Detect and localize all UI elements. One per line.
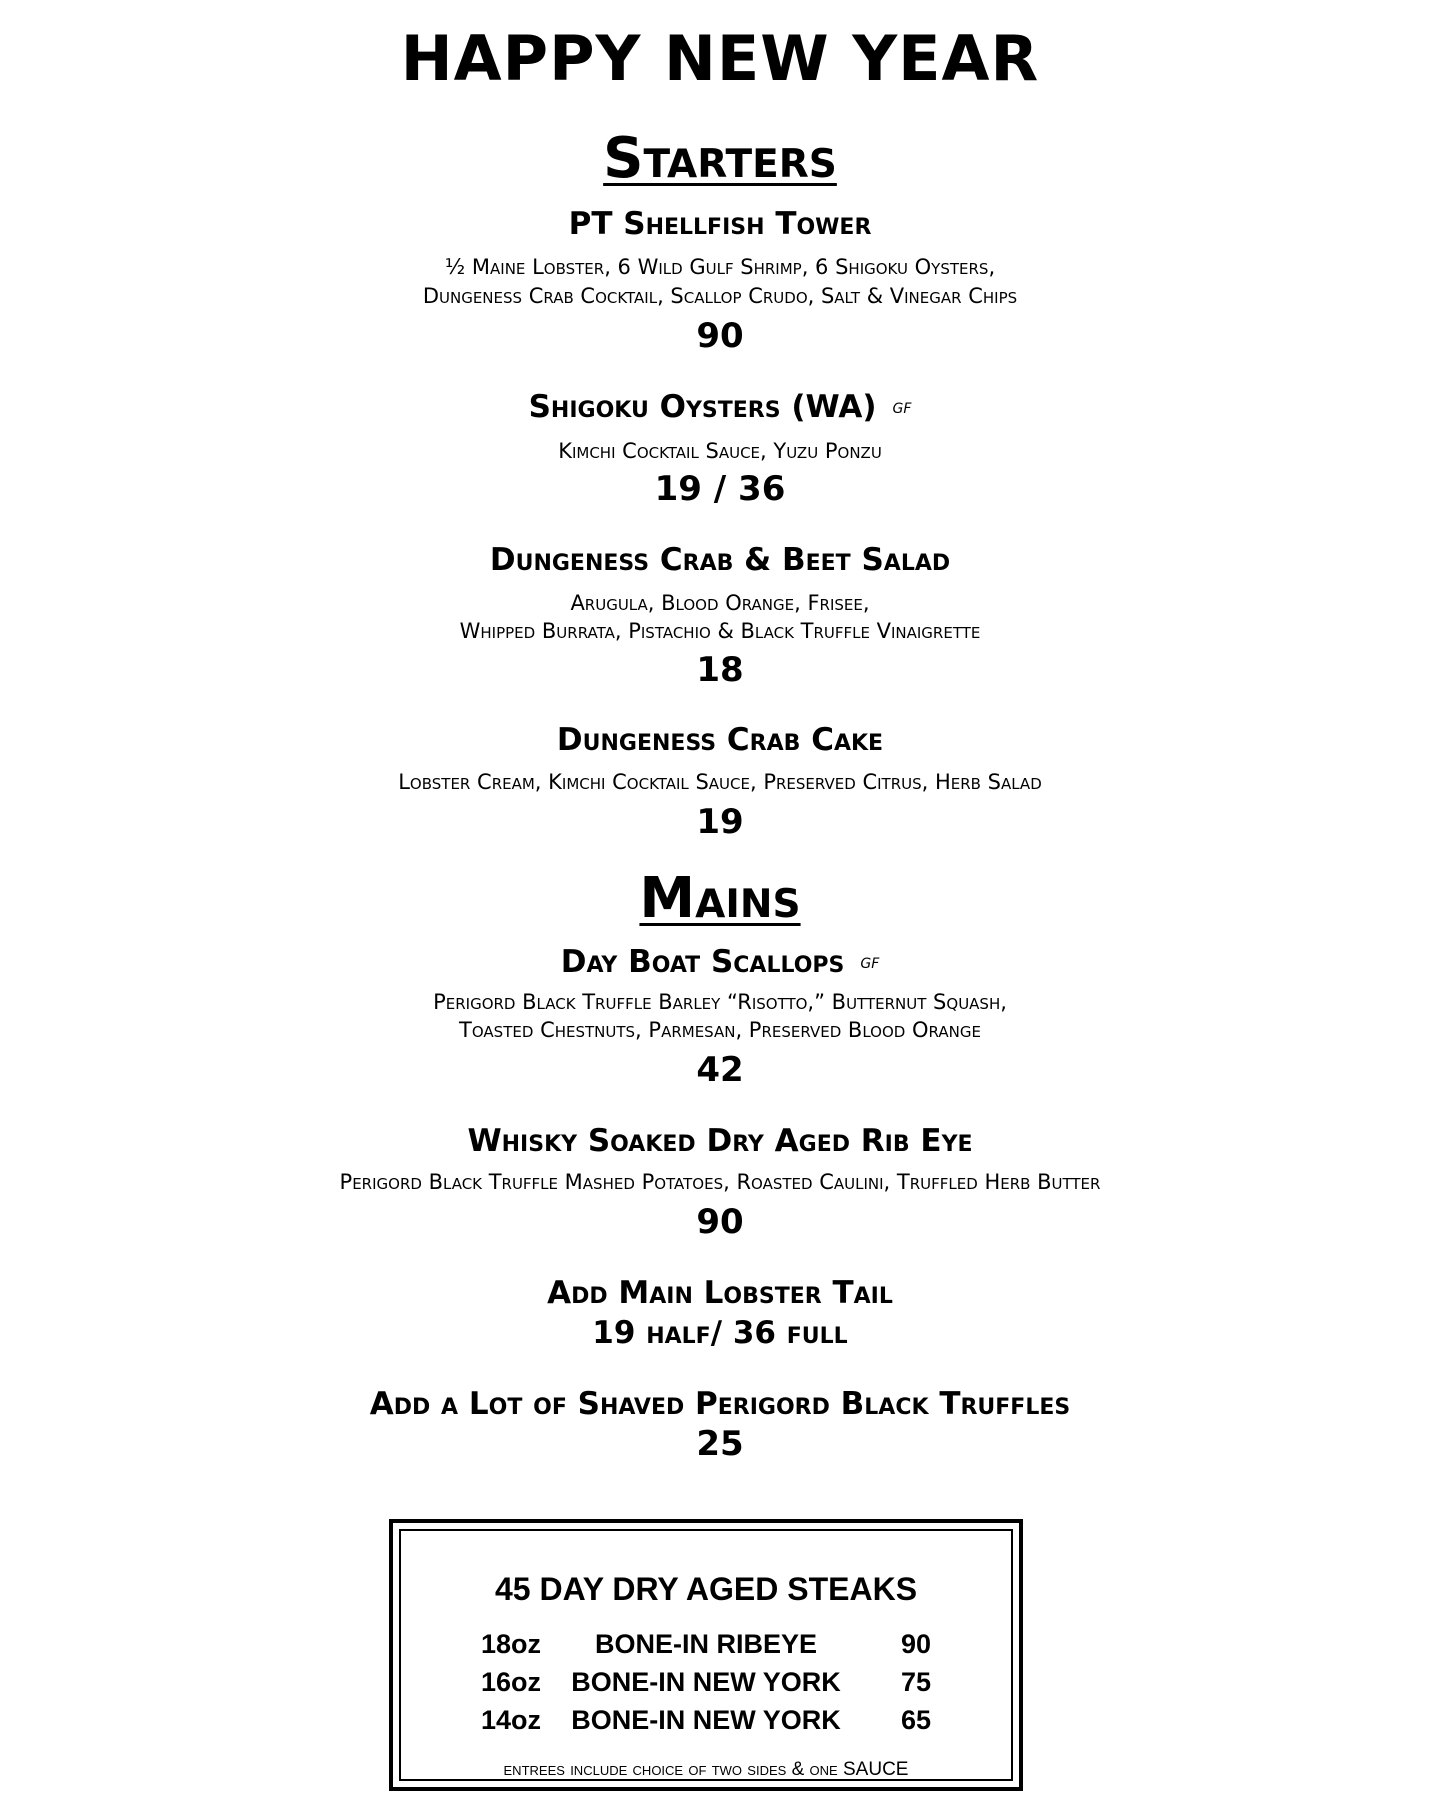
dish-price: 90 bbox=[696, 1202, 744, 1242]
steak-weight: 14oz bbox=[481, 1705, 542, 1735]
steak-weight: 18oz bbox=[481, 1629, 542, 1659]
steaks-note: entrees include choice of two sides & one SAUCE bbox=[503, 1759, 909, 1780]
page-title: HAPPY NEW YEAR bbox=[400, 22, 1040, 95]
dish-description: Whipped Burrata, Pistachio & Black Truffle Vinaigrette bbox=[459, 619, 981, 643]
dish-description: Arugula, Blood Orange, Frisee, bbox=[570, 591, 870, 615]
addon-name: Add Main Lobster Tail bbox=[547, 1275, 893, 1311]
addon-price: 25 bbox=[696, 1424, 744, 1464]
steaks-title: 45 DAY DRY AGED STEAKS bbox=[494, 1571, 918, 1607]
dry-aged-steaks-box bbox=[389, 1519, 1023, 1791]
dish-description: Dungeness Crab Cocktail, Scallop Crudo, Salt & Vinegar Chips bbox=[422, 284, 1018, 308]
gluten-free-tag: GF bbox=[860, 955, 880, 972]
dish-description: Perigord Black Truffle Barley “Risotto,” Butternut Squash, bbox=[433, 990, 1007, 1014]
dish-name: Day Boat Scallops bbox=[560, 944, 845, 980]
dish-description: Lobster Cream, Kimchi Cocktail Sauce, Preserved Citrus, Herb Salad bbox=[398, 770, 1042, 794]
dish-description: Kimchi Cocktail Sauce, Yuzu Ponzu bbox=[558, 439, 882, 463]
starters-heading: Starters bbox=[603, 126, 837, 191]
dish-price: 90 bbox=[696, 316, 744, 356]
dish-name-row bbox=[0, 944, 1440, 980]
dish-name: Dungeness Crab Cake bbox=[556, 722, 884, 758]
dish-name: Whisky Soaked Dry Aged Rib Eye bbox=[467, 1123, 973, 1159]
dish-price: 19 bbox=[696, 802, 744, 842]
dish-name: Shigoku Oysters (WA) bbox=[528, 389, 877, 425]
dish-description: ½ Maine Lobster, 6 Wild Gulf Shrimp, 6 Shigoku Oysters, bbox=[444, 255, 996, 279]
steak-row bbox=[401, 1705, 1011, 1741]
dish-description: Perigord Black Truffle Mashed Potatoes, Roasted Caulini, Truffled Herb Butter bbox=[339, 1170, 1101, 1194]
mains-heading: Mains bbox=[639, 866, 801, 931]
dish-price: 42 bbox=[696, 1050, 744, 1090]
box-inner-border bbox=[399, 1529, 1013, 1781]
steak-name: BONE-IN RIBEYE bbox=[594, 1629, 818, 1659]
dish-name: PT Shellfish Tower bbox=[568, 206, 872, 242]
steak-price: 75 bbox=[900, 1667, 931, 1697]
addon-name: Add a Lot of Shaved Perigord Black Truffles bbox=[369, 1386, 1071, 1422]
dish-name-row bbox=[0, 389, 1440, 425]
steak-name: BONE-IN NEW YORK bbox=[571, 1705, 841, 1735]
steak-name: BONE-IN NEW YORK bbox=[571, 1667, 841, 1697]
dish-description: Toasted Chestnuts, Parmesan, Preserved Blood Orange bbox=[459, 1018, 981, 1042]
dish-name: Dungeness Crab & Beet Salad bbox=[489, 542, 951, 578]
steak-weight: 16oz bbox=[481, 1667, 542, 1697]
addon-price: 19 half/ 36 full bbox=[592, 1315, 848, 1351]
steak-row bbox=[401, 1667, 1011, 1703]
gluten-free-tag: GF bbox=[892, 400, 912, 417]
steak-price: 65 bbox=[900, 1705, 931, 1735]
steak-price: 90 bbox=[900, 1629, 931, 1659]
steak-row bbox=[401, 1629, 1011, 1665]
dish-price: 18 bbox=[696, 650, 744, 690]
dish-price: 19 / 36 bbox=[654, 469, 786, 509]
